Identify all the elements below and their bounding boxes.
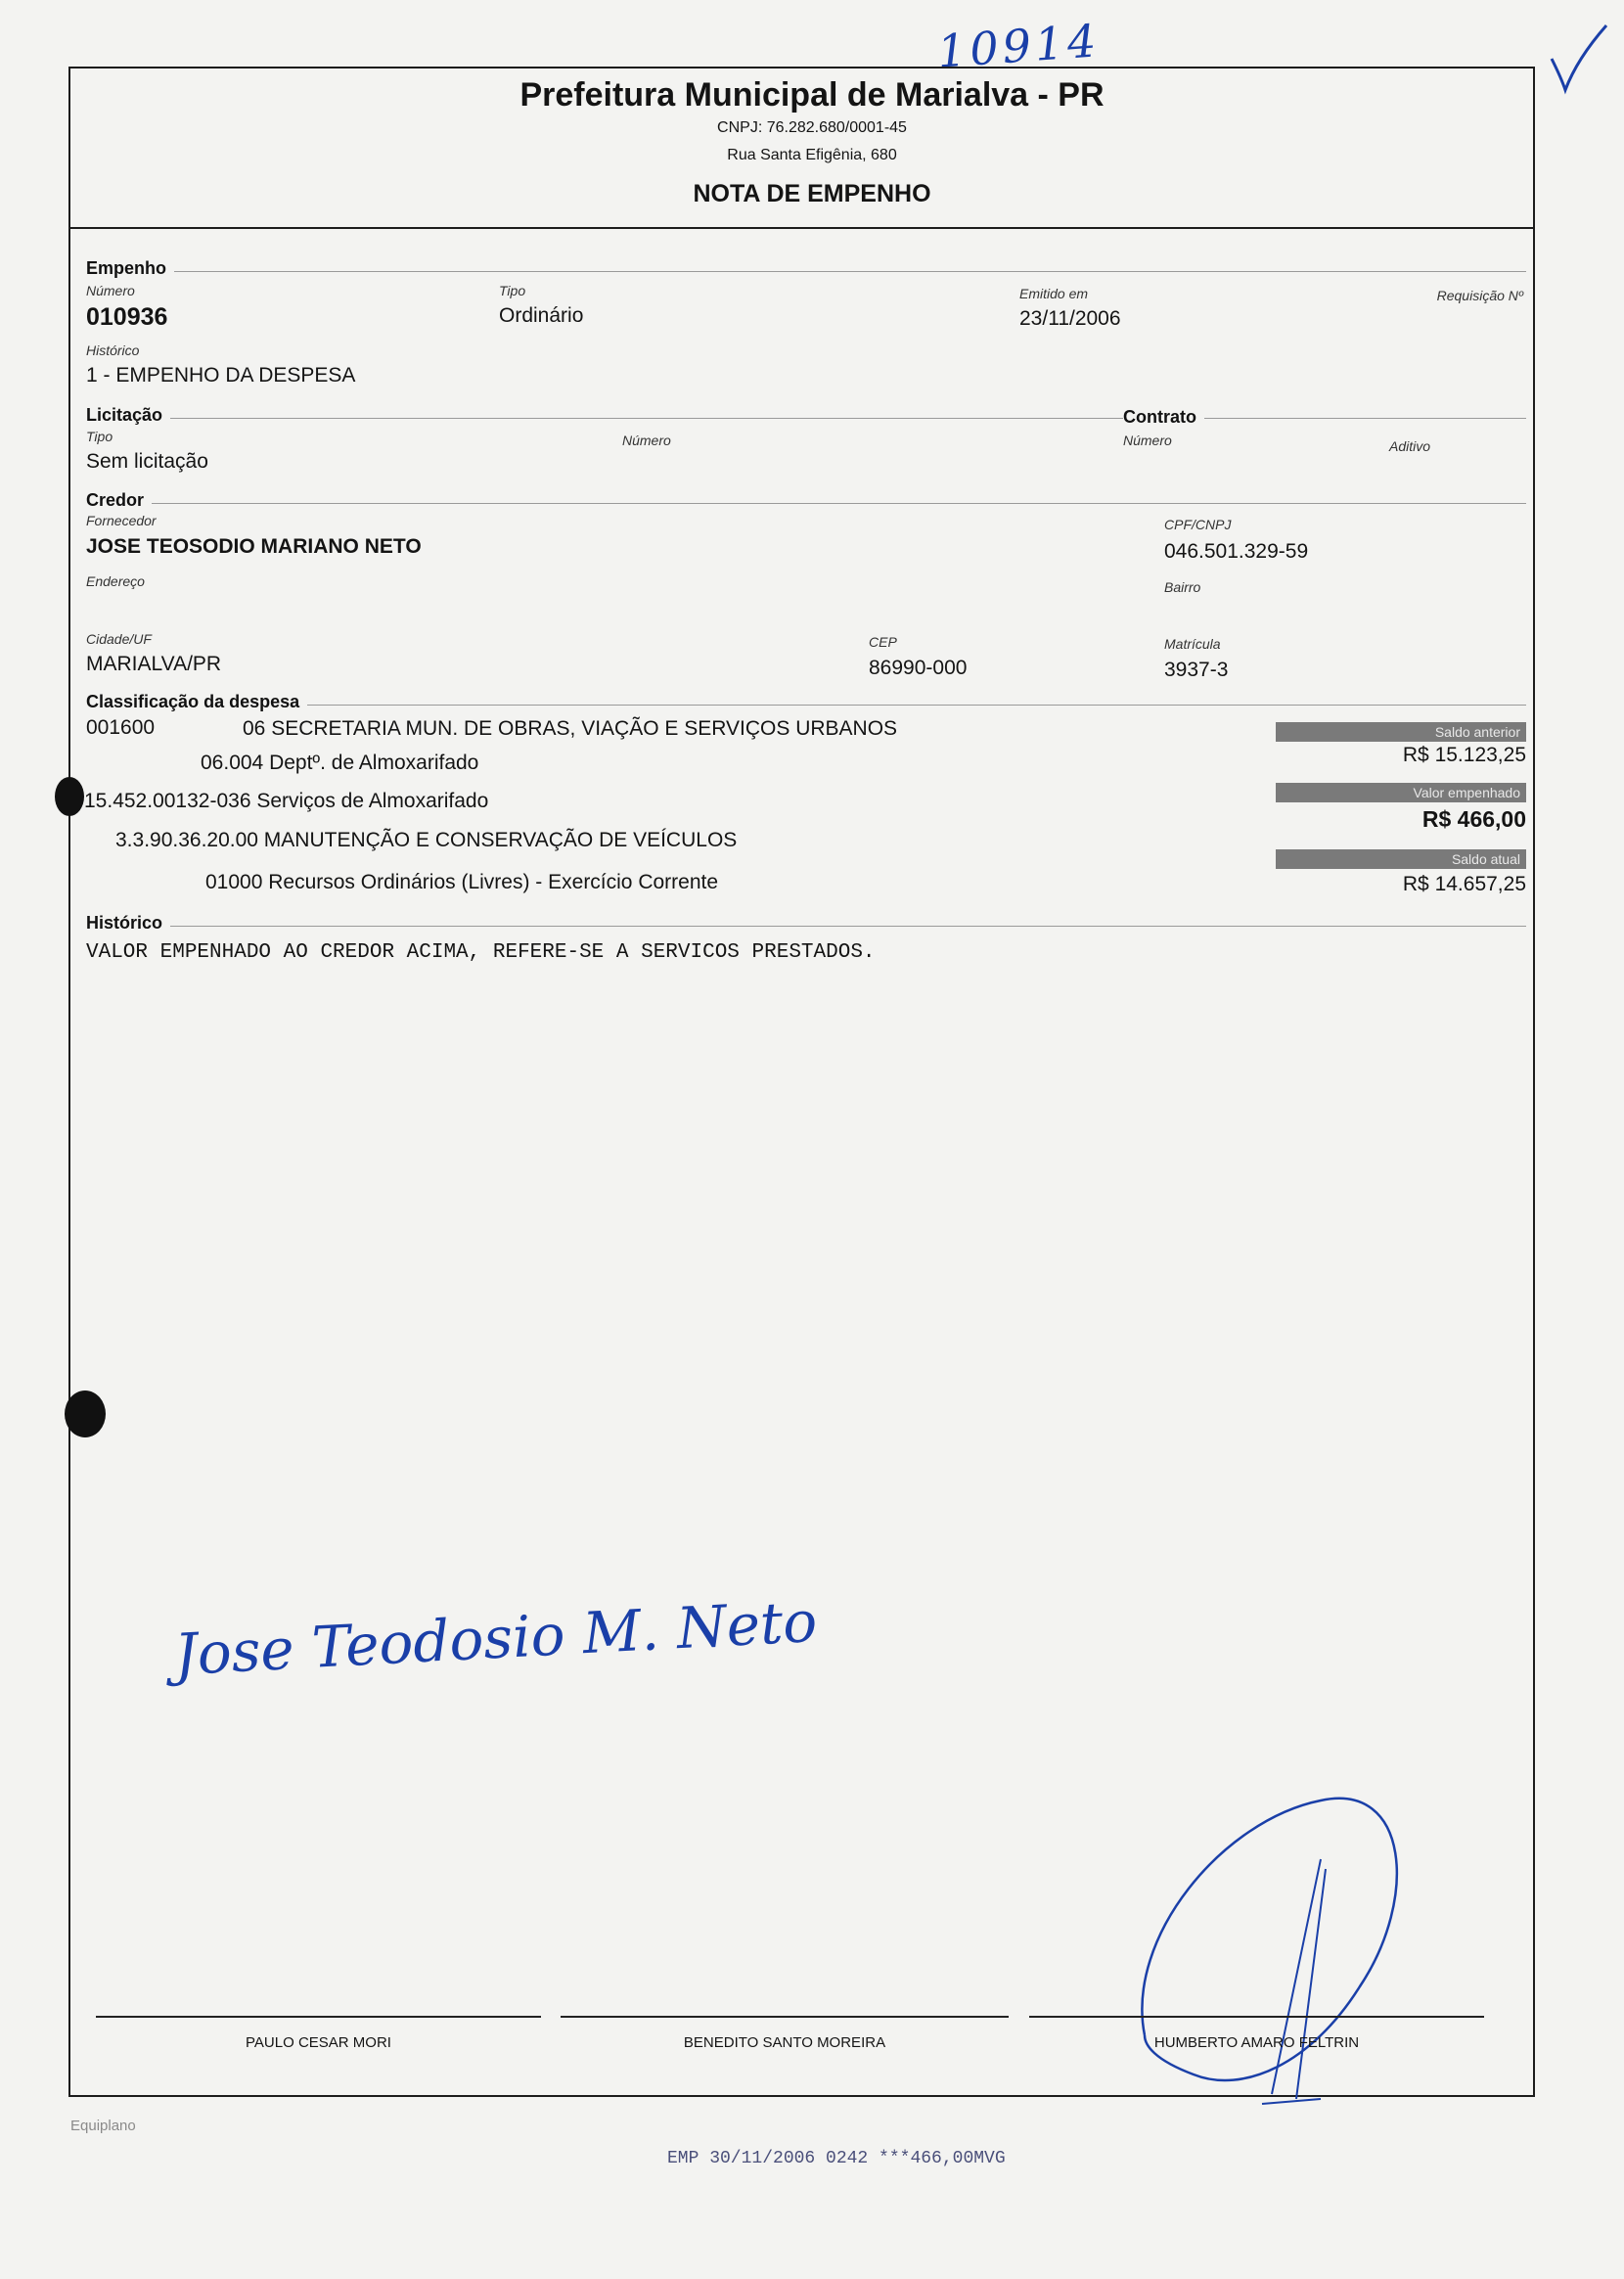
historico-rule (86, 926, 1526, 927)
contrato-numero-label: Número (1123, 433, 1172, 448)
empenho-historico: 1 - EMPENHO DA DESPESA (86, 364, 356, 387)
header-divider (68, 227, 1535, 229)
page-title: Prefeitura Municipal de Marialva - PR (519, 76, 1105, 114)
contrato-aditivo-label: Aditivo (1389, 438, 1431, 454)
document-title: NOTA DE EMPENHO (693, 180, 931, 207)
contrato-section-title: Contrato (1123, 407, 1204, 428)
signature-name-3: HUMBERTO AMARO FELTRIN (1153, 2034, 1360, 2051)
secretaria-text: 06 SECRETARIA MUN. DE OBRAS, VIAÇÃO E SERVIÇOS URBANOS (243, 717, 898, 740)
historico-section-title: Histórico (86, 913, 170, 934)
cidade-label: Cidade/UF (86, 631, 152, 647)
cpf-value: 046.501.329-59 (1164, 540, 1309, 563)
signature-line-3 (1029, 2016, 1484, 2018)
empenho-historico-label: Histórico (86, 342, 140, 358)
punch-hole-top (55, 777, 84, 816)
endereco-label: Endereço (86, 573, 145, 589)
programa-text: 15.452.00132-036 Serviços de Almoxarifado (84, 790, 489, 812)
empenho-rule (86, 271, 1526, 272)
handwritten-page-number: 10914 (935, 14, 1103, 78)
elemento-text: 3.3.90.36.20.00 MANUTENÇÃO E CONSERVAÇÃO DE VEÍCULOS (115, 829, 738, 851)
empenho-tipo-label: Tipo (499, 283, 526, 298)
licitacao-tipo: Sem licitação (86, 450, 208, 473)
saldo-atual-value: R$ 14.657,25 (1402, 873, 1526, 895)
matricula-label: Matrícula (1164, 636, 1221, 652)
credor-rule (86, 503, 1526, 504)
emitido-date: 23/11/2006 (1019, 307, 1121, 330)
requisicao-label: Requisição Nº (1436, 288, 1523, 303)
empenho-numero-label: Número (86, 283, 135, 298)
classificacao-code: 001600 (86, 716, 156, 739)
licitacao-numero-label: Número (622, 433, 671, 448)
cnpj-text: CNPJ: 76.282.680/0001-45 (717, 119, 907, 136)
signature-scribble-icon (1125, 1781, 1419, 2143)
fornecedor-name: JOSE TEOSODIO MARIANO NETO (86, 535, 422, 558)
signature-name-2: BENEDITO SANTO MOREIRA (683, 2034, 886, 2051)
credor-section-title: Credor (86, 490, 152, 511)
empenho-section-title: Empenho (86, 258, 174, 279)
saldo-anterior-label: Saldo anterior (1276, 722, 1526, 742)
licitacao-rule (86, 418, 1526, 419)
matricula-value: 3937-3 (1164, 659, 1229, 681)
licitacao-tipo-label: Tipo (86, 429, 113, 444)
bairro-label: Bairro (1164, 579, 1201, 595)
signature-line-2 (561, 2016, 1009, 2018)
historico-text: VALOR EMPENHADO AO CREDOR ACIMA, REFERE-SE A SERVICOS PRESTADOS. (86, 941, 876, 964)
saldo-atual-label: Saldo atual (1276, 849, 1526, 869)
emitido-label: Emitido em (1019, 286, 1089, 301)
fornecedor-label: Fornecedor (86, 513, 157, 528)
valor-empenhado-label: Valor empenhado (1276, 783, 1526, 802)
signature-name-1: PAULO CESAR MORI (246, 2034, 391, 2051)
cidade-value: MARIALVA/PR (86, 653, 222, 675)
cep-value: 86990-000 (869, 657, 968, 679)
processing-stamp: EMP 30/11/2006 0242 ***466,00MVG (667, 2149, 1006, 2168)
creditor-signature: Jose Teodosio M. Neto (172, 1587, 819, 1689)
valor-empenhado-value: R$ 466,00 (1421, 806, 1526, 832)
signature-line-1 (96, 2016, 541, 2018)
cpf-label: CPF/CNPJ (1164, 517, 1232, 532)
recurso-text: 01000 Recursos Ordinários (Livres) - Exercício Corrente (205, 871, 719, 893)
empenho-numero: 010936 (86, 303, 168, 331)
software-label: Equiplano (70, 2118, 136, 2134)
empenho-tipo: Ordinário (499, 304, 584, 327)
saldo-anterior-value: R$ 15.123,25 (1402, 744, 1526, 766)
punch-hole-bottom (65, 1390, 106, 1437)
cep-label: CEP (869, 634, 897, 650)
address-text: Rua Santa Efigênia, 680 (727, 147, 897, 163)
classificacao-section-title: Classificação da despesa (86, 692, 307, 712)
departamento-text: 06.004 Deptº. de Almoxarifado (201, 752, 479, 774)
licitacao-section-title: Licitação (86, 405, 170, 426)
